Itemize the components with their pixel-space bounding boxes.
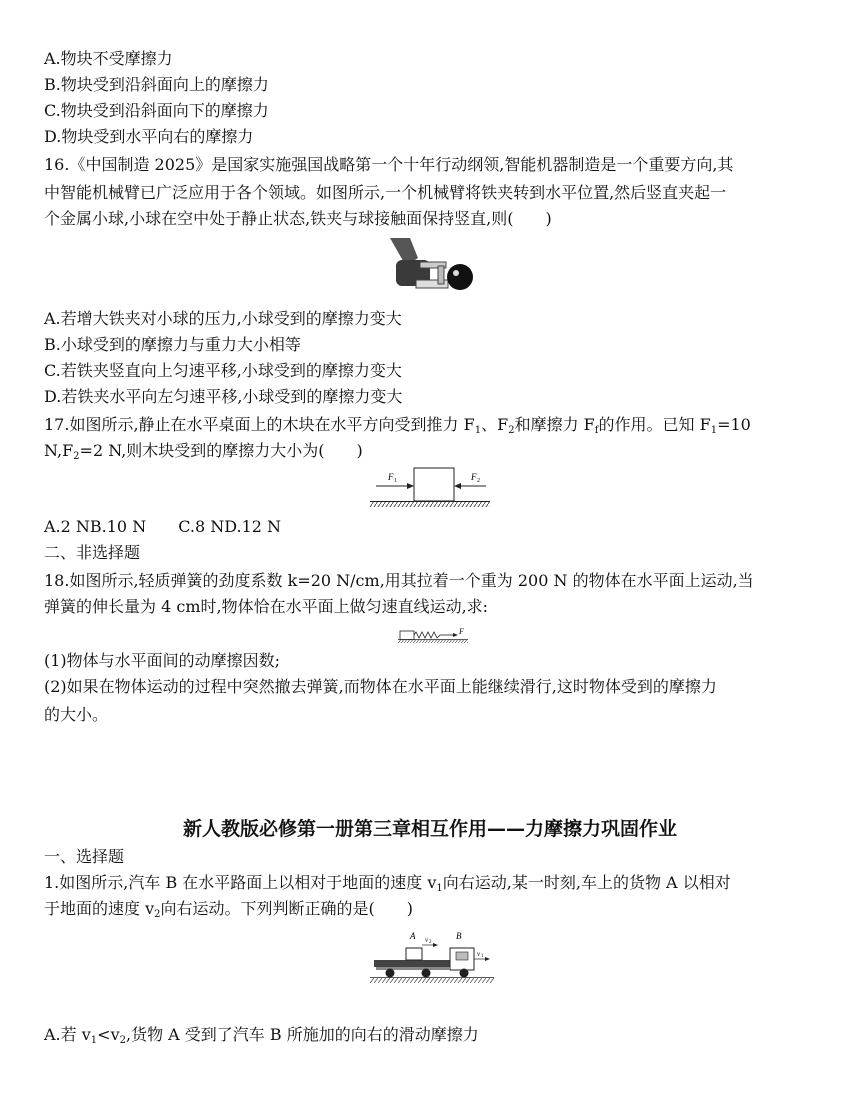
label-v2-sub: 2 [429,940,432,945]
rear-wheel [386,969,395,978]
f2-label: F [471,472,477,482]
q17-stem-line2: $N,F_2=2$ N,则木块受到的摩擦力大小为( ) [44,441,363,462]
q17-options: A.2 NB.10 N C.8 ND.12 N [44,517,282,536]
truck-cargo-figure [370,928,494,984]
label-a: A [410,931,416,941]
q15-option-b: B.物块受到沿斜面向上的摩擦力 [44,75,269,94]
q18-part2-line1: (2)如果在物体运动的过程中突然撤去弹簧,而物体在水平面上能继续滑行,这时物体受到的摩擦力 [44,677,717,696]
ball-highlight [453,270,459,276]
metal-ball [447,264,473,290]
q16-stem-line2: 中智能机械臂已广泛应用于各个领域。如图所示,一个机械臂将铁夹转到水平位置,然后竖直夹起一 [44,183,727,202]
label-b: B [456,931,462,941]
section-non-choice-heading: 二、非选择题 [44,543,141,562]
f1-label-sub: 1 [394,478,397,484]
q1-stem-line1: 1.如图所示,汽车 B 在水平路面上以相对于地面的速度 $v_1$向右运动,某一时刻,车上的货物 A 以相对 [44,873,731,894]
object-block [400,631,414,640]
q18-stem-line2: 弹簧的伸长量为 4 cm时,物体恰在水平面上做匀速直线运动,求: [44,597,489,616]
q16-option-c: C.若铁夹竖直向上匀速平移,小球受到的摩擦力变大 [44,361,402,380]
v2-arrowhead [433,943,438,947]
force-label: F [459,627,464,636]
q18-part2-line2: 的大小。 [44,705,109,724]
q15-option-d: D.物块受到水平向右的摩擦力 [44,127,254,146]
q16-option-b: B.小球受到的摩擦力与重力大小相等 [44,335,301,354]
q18-part1: (1)物体与水平面间的动摩擦因数; [44,651,281,670]
cargo-a [406,948,422,960]
q17-stem-line1: 17.如图所示,静止在水平桌面上的木块在水平方向受到推力 $F_1$、$F_2$和摩擦力 $F_f$的作用。已知 $F_1=10$ [44,415,751,436]
middle-wheel [422,969,431,978]
label-v1: v [477,950,481,958]
document-title: 新人教版必修第一册第三章相互作用——力摩擦力巩固作业 [182,818,677,840]
spring [414,632,440,638]
q16-option-d: D.若铁夹水平向左匀速平移,小球受到的摩擦力变大 [44,387,403,406]
robot-arm-clamp-figure [380,236,480,304]
truck-bed [374,960,450,967]
q1-stem-line2: 于地面的速度 $v_2$向右运动。下列判断正确的是( ) [44,899,414,920]
wooden-block [414,468,454,501]
q18-stem-line1: 18.如图所示,轻质弹簧的劲度系数 k=20 N/cm,用其拉着一个重为 200 N 的物体在水平面上运动,当 [44,571,754,590]
spring-block-figure [396,626,472,644]
section-choice-heading: 一、选择题 [44,847,125,866]
cab-window [456,952,468,960]
table-hatching [370,502,490,507]
f1-label: F [388,472,394,482]
f2-label-sub: 2 [477,478,480,484]
truck-chassis [376,967,450,970]
road-hatching [370,978,494,983]
f2-arrowhead [454,483,461,489]
q16-stem-line1: 16.《中国制造 2025》是国家实施强国战略第一个十年行动纲领,智能机器制造是一个重要方向,其 [44,155,734,174]
front-wheel [460,969,469,978]
label-v2: v [425,936,429,944]
f1-arrowhead [407,483,414,489]
q16-option-a: A.若增大铁夹对小球的压力,小球受到的摩擦力变大 [44,309,402,328]
q1-option-a: A.若 $v_1<v_2$,货物 A 受到了汽车 B 所施加的向右的滑动摩擦力 [44,1025,479,1046]
clamp-side [438,266,444,284]
v1-arrowhead [485,957,490,961]
label-v1-sub: 1 [481,954,484,959]
q16-stem-line3: 个金属小球,小球在空中处于静止状态,铁夹与球接触面保持竖直,则( ) [44,209,552,228]
q15-option-c: C.物块受到沿斜面向下的摩擦力 [44,101,269,120]
block-forces-figure [368,462,492,508]
ground-hatching [398,640,468,643]
pull-force-arrowhead [453,633,458,637]
q15-option-a: A.物块不受摩擦力 [44,49,173,68]
